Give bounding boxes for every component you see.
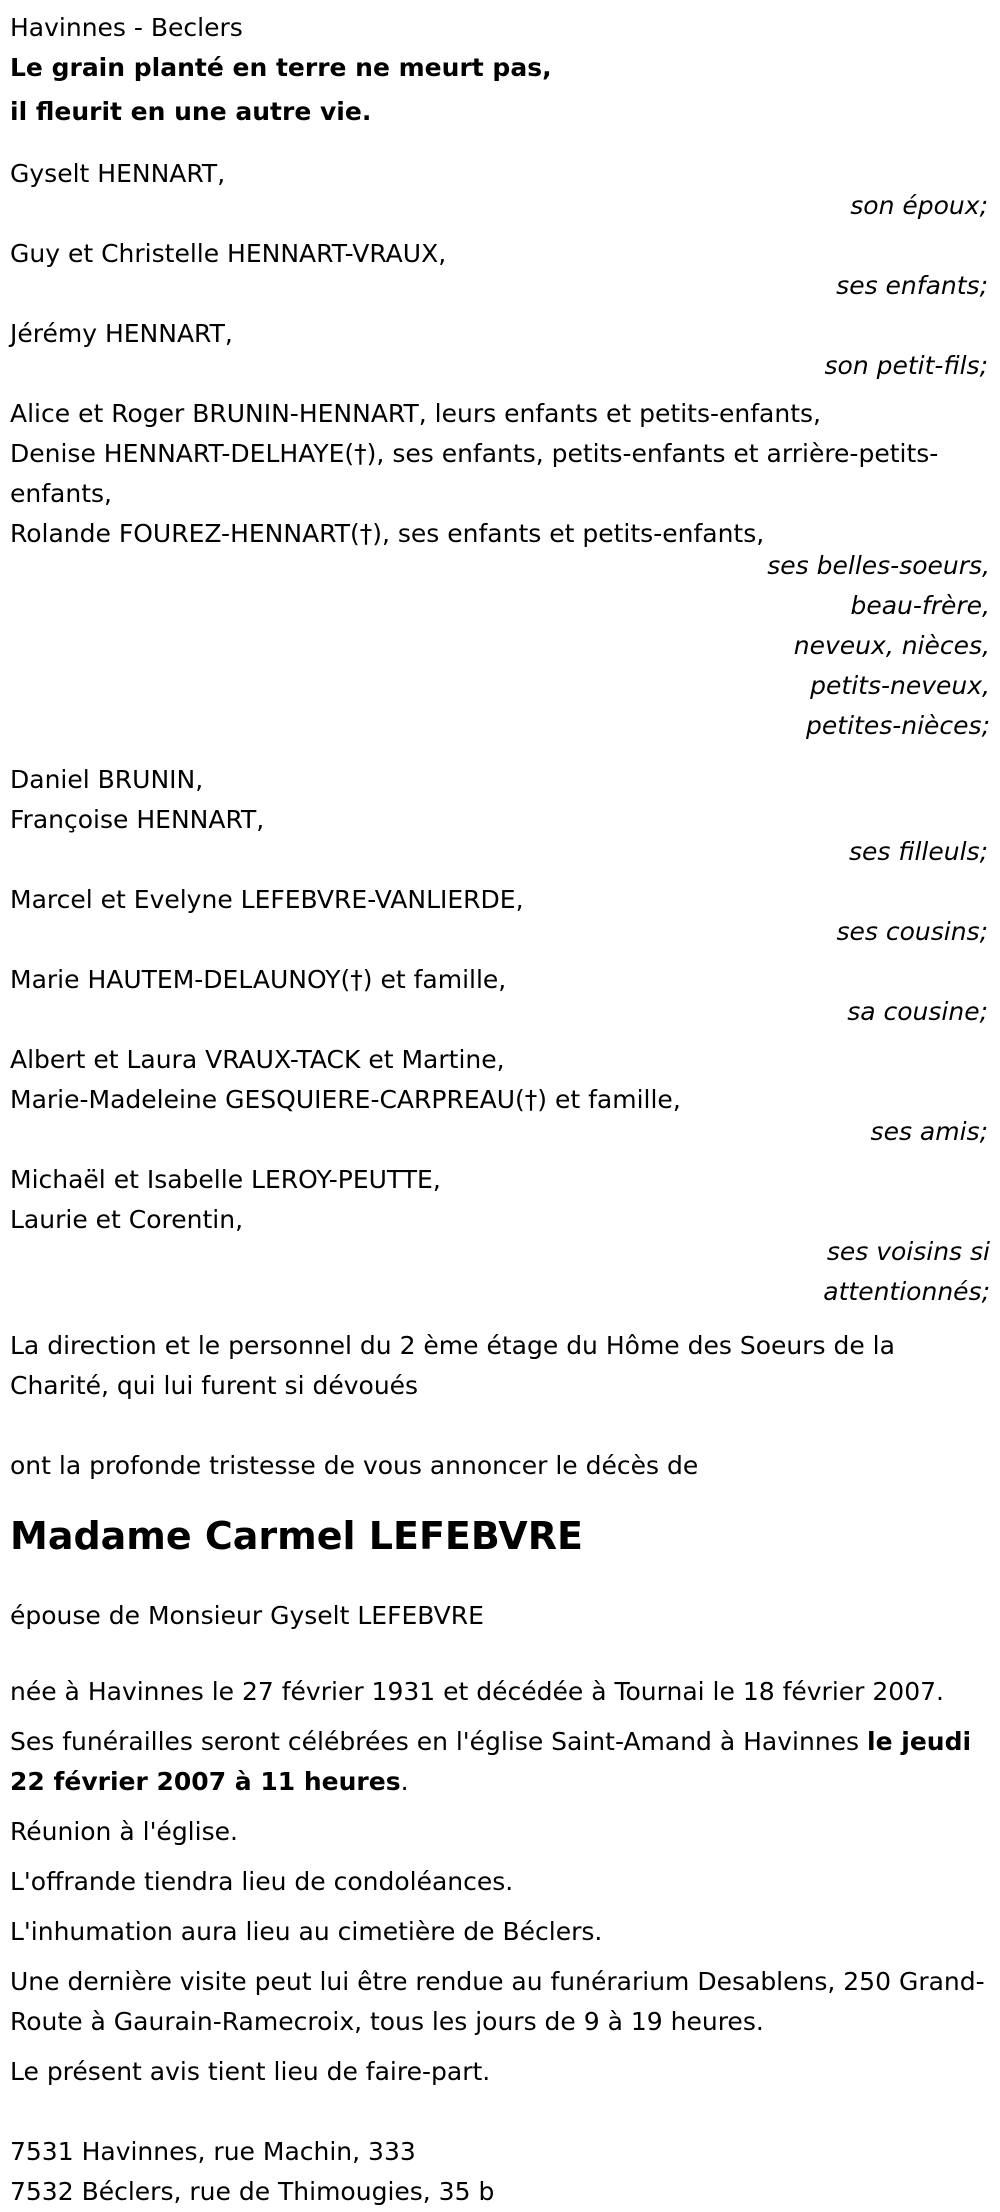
family-role: ses belles-soeurs, beau-frère, neveux, nièces, petits-neveux, petites-nièces; [767, 551, 990, 740]
funeral-line [10, 1722, 990, 1802]
family-role: ses cousins; [836, 917, 988, 946]
family-name: Guy et Christelle HENNART-VRAUX, [10, 239, 447, 268]
family-group-cousin [10, 960, 990, 1032]
funeral-end: . [400, 1767, 409, 1796]
family-role: ses filleuls; [848, 837, 988, 866]
family-name: Marie HAUTEM-DELAUNOY(†) et famille, [10, 965, 507, 994]
family-role: son époux; [850, 191, 988, 220]
family-group-children [10, 234, 990, 306]
family-role: son petit-fils; [824, 351, 988, 380]
verse-line-2: il fleurit en une autre vie. [10, 97, 372, 126]
family-name: Michaël et Isabelle LEROY-PEUTTE, [10, 1165, 441, 1194]
deceased-name: Madame Carmel LEFEBVRE [10, 1514, 583, 1558]
family-role: ses amis; [870, 1117, 988, 1146]
family-name: Françoise HENNART, [10, 805, 265, 834]
family-group-friends [10, 1040, 990, 1152]
family-name: Rolande FOUREZ-HENNART(†), ses enfants et petits-enfants, [10, 519, 765, 548]
notice-line: Réunion à l'église. [10, 1817, 238, 1846]
staff-note: La direction et le personnel du 2 ème étage du Hôme des Soeurs de la Charité, qui lui furent si dévoués [10, 1331, 895, 1400]
funeral-date: le jeudi 22 février 2007 à 11 heures [10, 1727, 972, 1796]
funeral-text: Ses funérailles seront célébrées en l'église Saint-Amand à Havinnes [10, 1727, 868, 1756]
spouse-line: épouse de Monsieur Gyselt LEFEBVRE [10, 1601, 484, 1630]
birth-death-line: née à Havinnes le 27 février 1931 et décédée à Tournai le 18 février 2007. [10, 1677, 944, 1706]
family-group-in-laws [10, 394, 990, 752]
family-name: Jérémy HENNART, [10, 319, 233, 348]
notice-line: L'offrande tiendra lieu de condoléances. [10, 1867, 514, 1896]
family-role: ses voisins si attentionnés; [823, 1237, 990, 1306]
notice-line: Le présent avis tient lieu de faire-part. [10, 2057, 491, 2086]
family-name: Denise HENNART-DELHAYE(†), ses enfants, petits-enfants et arrière-petits-enfants, [10, 439, 939, 508]
notice-line: Une dernière visite peut lui être rendue au funérarium Desablens, 250 Grand-Route à Gaurain-Ramecroix, tous les jours de 9 à 19 heures. [10, 1967, 985, 2036]
family-group-cousins [10, 880, 990, 952]
family-group-spouse [10, 154, 990, 226]
announcement-line: ont la profonde tristesse de vous annoncer le décès de [10, 1451, 699, 1480]
family-name: Daniel BRUNIN, [10, 765, 204, 794]
family-role: ses enfants; [836, 271, 988, 300]
family-name: Albert et Laura VRAUX-TACK et Martine, [10, 1045, 505, 1074]
verse-line-1: Le grain planté en terre ne meurt pas, [10, 53, 552, 82]
address-line: 7532 Béclers, rue de Thimougies, 35 b [10, 2177, 495, 2206]
notice-line: L'inhumation aura lieu au cimetière de Béclers. [10, 1917, 603, 1946]
address-line: 7531 Havinnes, rue Machin, 333 [10, 2137, 416, 2166]
family-name: Marcel et Evelyne LEFEBVRE-VANLIERDE, [10, 885, 524, 914]
family-name: Laurie et Corentin, [10, 1205, 244, 1234]
family-group-neighbours [10, 1160, 990, 1318]
family-group-godchildren [10, 760, 990, 872]
family-name: Marie-Madeleine GESQUIERE-CARPREAU(†) et famille, [10, 1085, 681, 1114]
family-role: sa cousine; [847, 997, 988, 1026]
family-name: Gyselt HENNART, [10, 159, 226, 188]
location-heading: Havinnes - Beclers [10, 13, 243, 42]
family-name: Alice et Roger BRUNIN-HENNART, leurs enfants et petits-enfants, [10, 399, 821, 428]
family-group-grandson [10, 314, 990, 386]
